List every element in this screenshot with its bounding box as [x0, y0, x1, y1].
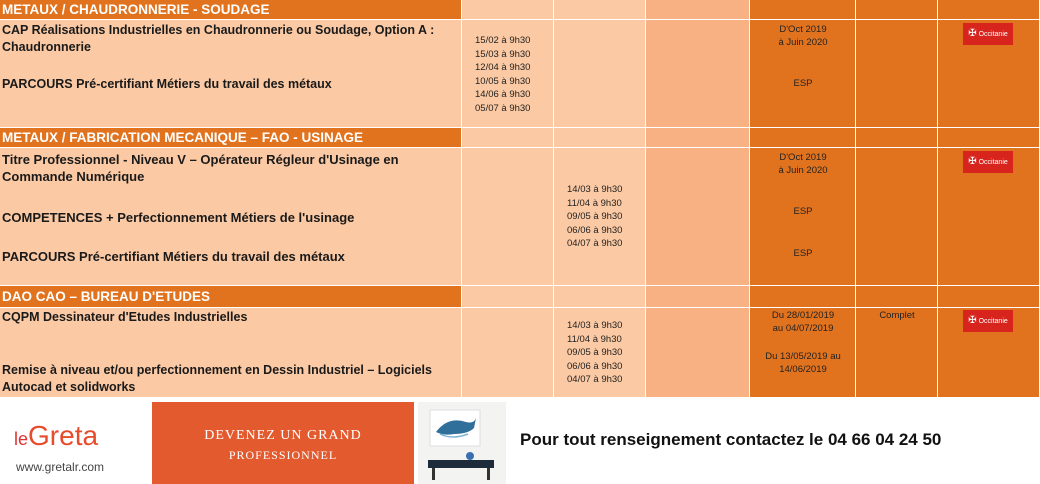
period-cell	[750, 20, 856, 128]
period-line: à Juin 2020	[778, 37, 828, 48]
formation-title: COMPETENCES + Perfectionnement Métiers de l'usinage	[2, 210, 355, 225]
section-title: DAO CAO – BUREAU D'ETUDES	[2, 289, 210, 304]
occitanie-cross-icon: ✠	[968, 28, 977, 39]
header-cell	[462, 128, 554, 148]
section-title: METAUX / FABRICATION MECANIQUE – FAO - USINAGE	[2, 130, 364, 145]
section-header-dao-cao	[0, 286, 462, 308]
occitanie-logo: ✠ Occitanie	[963, 310, 1013, 332]
period-esp: ESP	[793, 78, 813, 89]
formation-cell	[0, 308, 462, 398]
status-cell	[856, 20, 938, 128]
status-cell	[856, 308, 938, 398]
header-cell	[750, 0, 856, 20]
greta-wordmark: leGreta	[14, 420, 99, 451]
session-date: 15/03 à 9h30	[475, 48, 531, 60]
session-dates	[567, 319, 622, 387]
whale-bench-image	[418, 402, 506, 484]
session-date: 14/03 à 9h30	[567, 320, 623, 331]
header-cell	[462, 0, 554, 20]
session-date: 06/06 à 9h30	[567, 360, 623, 372]
period-line: D'Oct 2019	[779, 24, 827, 35]
session-dates	[475, 34, 530, 115]
session-date: 11/04 à 9h30	[567, 333, 622, 345]
header-cell	[938, 128, 1040, 148]
empty-cell	[462, 308, 554, 398]
header-cell	[856, 128, 938, 148]
session-date: 10/05 à 9h30	[475, 75, 531, 87]
period-line: au 04/07/2019	[772, 323, 834, 334]
empty-cell	[646, 308, 750, 398]
empty-cell	[554, 20, 646, 128]
header-cell	[462, 286, 554, 308]
decor-photo	[418, 402, 506, 484]
occitanie-logo: ✠ Occitanie	[963, 151, 1013, 173]
session-date: 14/06 à 9h30	[475, 89, 531, 100]
banner-line-2: PROFESSIONNEL	[228, 448, 338, 462]
funder-cell	[938, 308, 1040, 398]
empty-cell	[646, 148, 750, 286]
formation-title: PARCOURS Pré-certifiant Métiers du travail des métaux	[2, 77, 332, 91]
footer	[0, 398, 1040, 484]
period-cell	[750, 308, 856, 398]
header-cell	[938, 286, 1040, 308]
session-date: 09/05 à 9h30	[567, 211, 623, 222]
session-date: 04/07 à 9h30	[567, 374, 623, 385]
header-cell	[938, 0, 1040, 20]
period-text	[750, 350, 856, 376]
header-cell	[554, 128, 646, 148]
dates-cell	[462, 20, 554, 128]
period-cell	[750, 148, 856, 286]
formation-title: CAP Réalisations Industrielles en Chaudronnerie ou Soudage, Option A : Chaudronnerie	[2, 23, 435, 54]
occitanie-logo: ✠ Occitanie	[963, 23, 1013, 45]
formation-title: CQPM Dessinateur d'Etudes Industrielles	[2, 310, 248, 324]
status-text: Complet	[879, 310, 915, 321]
session-date: 04/07 à 9h30	[567, 238, 623, 249]
status-cell	[856, 148, 938, 286]
dates-cell	[554, 148, 646, 286]
empty-cell	[646, 20, 750, 128]
header-cell	[856, 286, 938, 308]
formation-title: Remise à niveau et/ou perfectionnement en Dessin Industriel – Logiciels Autocad et solidworks	[2, 363, 432, 394]
dates-cell	[554, 308, 646, 398]
period-line: Du 28/01/2019	[771, 310, 835, 321]
contact-text: Pour tout renseignement contactez le 04 66 04 24 50	[520, 430, 942, 449]
header-cell	[554, 0, 646, 20]
session-date: 11/04 à 9h30	[567, 197, 622, 209]
session-date: 05/07 à 9h30	[475, 102, 531, 114]
header-cell	[646, 128, 750, 148]
period-text	[750, 151, 856, 177]
period-line: Du 13/05/2019 au	[765, 351, 841, 362]
section-header-metaux-fabrication	[0, 128, 462, 148]
formation-title: PARCOURS Pré-certifiant Métiers du travail des métaux	[2, 249, 345, 264]
period-text	[750, 23, 856, 49]
session-date: 14/03 à 9h30	[567, 184, 623, 195]
banner-line-1: DEVENEZ UN GRAND	[204, 428, 362, 443]
session-date: 15/02 à 9h30	[475, 35, 531, 46]
formation-cell	[0, 148, 462, 286]
funder-cell	[938, 20, 1040, 128]
occitanie-cross-icon: ✠	[968, 315, 977, 326]
period-esp: ESP	[793, 248, 813, 259]
header-cell	[646, 286, 750, 308]
formation-cell	[0, 20, 462, 128]
period-line: D'Oct 2019	[779, 152, 827, 163]
header-cell	[750, 286, 856, 308]
section-header-metaux-chaudronnerie	[0, 0, 462, 20]
period-text	[750, 309, 856, 335]
session-date: 12/04 à 9h30	[475, 62, 531, 73]
header-cell	[646, 0, 750, 20]
period-line: à Juin 2020	[778, 165, 828, 176]
empty-cell	[462, 148, 554, 286]
session-dates	[567, 183, 622, 251]
period-line: 14/06/2019	[779, 364, 827, 375]
promo-banner	[152, 402, 414, 484]
header-cell	[554, 286, 646, 308]
greta-logo	[0, 398, 150, 484]
funder-cell	[938, 148, 1040, 286]
occitanie-cross-icon: ✠	[968, 156, 977, 167]
period-esp: ESP	[793, 206, 813, 217]
formation-title: Titre Professionnel - Niveau V – Opérateur Régleur d'Usinage en Commande Numérique	[2, 152, 399, 184]
greta-url[interactable]: www.gretalr.com	[16, 460, 105, 474]
section-title: METAUX / CHAUDRONNERIE - SOUDAGE	[2, 2, 270, 17]
header-cell	[856, 0, 938, 20]
session-date: 09/05 à 9h30	[567, 347, 623, 358]
session-date: 06/06 à 9h30	[567, 224, 623, 236]
header-cell	[750, 128, 856, 148]
